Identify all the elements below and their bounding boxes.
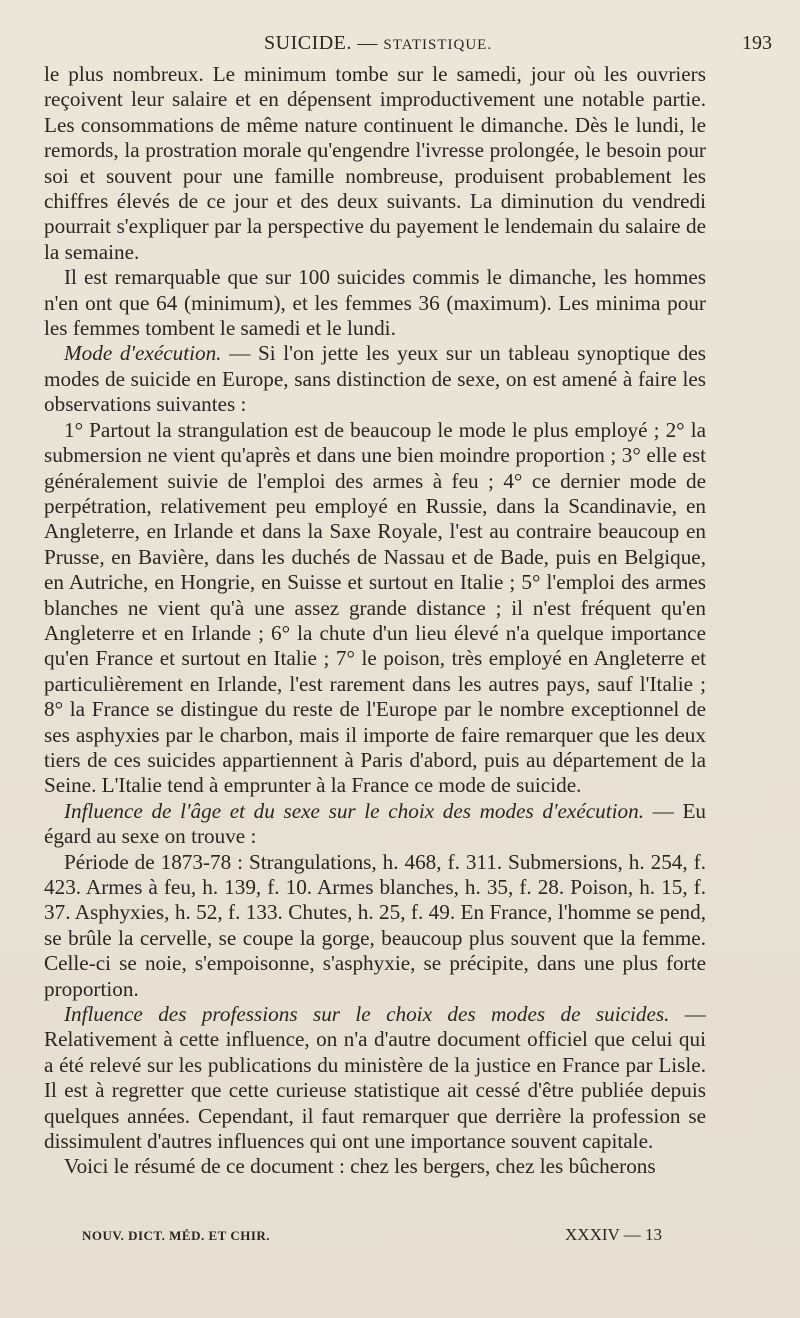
paragraph [44,62,706,265]
paragraph-text: Période de 1873-78 : Strangulations, h. 468, f. 311. Submersions, h. 254, f. 423. Armes à feu, h. 139, f. 10. Armes blanches, h. 35, f. 28. Poison, h. 15, f. 37. Asphyxies, h. 52, f. 133. Chutes, h. 25, f. 49. En France, l'homme se pend, se brûle la cervelle, se coupe la gorge, beaucoup plus souvent que la femme. Celle-ci se noie, s'empoisonne, s'asphyxie, se précipite, dans une plus forte proportion. [44,849,706,1001]
paragraph [44,850,706,1002]
paragraph [44,1002,706,1154]
paragraph-text: — Eu égard au sexe on trouve : [44,798,706,849]
body-text [44,62,706,1180]
section-heading: Influence de l'âge et du sexe sur le choix des modes d'exécution. [64,798,644,823]
paragraph [44,341,706,417]
paragraph-text: — Relativement à cette influence, on n'a d'autre document officiel que celui qui a été relevé sur les publications du ministère de la justice en France par Lisle. Il est à regretter que cette curieuse statistique ait cessé d'être publiée depuis quelques années. Cependant, il faut remarquer que derrière la profession se dissimulent d'autres influences qui ont une importance souvent capitale. [44,1002,706,1154]
paragraph-text: Il est remarquable que sur 100 suicides commis le dimanche, les hommes n'en ont que 64 (minimum), et les femmes 36 (maximum). Les minima pour les femmes tombent le samedi et le lundi. [44,265,706,341]
page-number: 193 [742,32,772,54]
running-header [44,30,772,62]
paragraph-text: 1° Partout la strangulation est de beaucoup le mode le plus employé ; 2° la submersion ne vient qu'après et dans une bien moindre proportion ; 3° elle est généralement suivie de l'emploi des armes à feu ; 4° ce dernier mode de perpétration, relativement peu employé en Russie, dans la Scandinavie, en Angleterre, en Irlande et dans la Saxe Royale, l'est au contraire beaucoup en Prusse, en Bavière, dans les duchés de Nassau et de Bade, puis en Belgique, en Autriche, en Hongrie, en Suisse et surtout en Italie ; 5° l'emploi des armes blanches ne vient qu'à une assez grande distance ; il n'est fréquent qu'en Angleterre et en Irlande ; 6° la chute d'un lieu élevé n'a quelque importance qu'en France et surtout en Italie ; 7° le poison, très employé en Angleterre et particulièrement en Irlande, l'est rarement dans les autres pays, sauf l'Italie ; 8° la France se distingue du reste de l'Europe par le nombre exceptionnel de ses asphyxies par le charbon, mais il importe de faire remarquer que les deux tiers de ces suicides appartiennent à Paris d'abord, puis au département de la Seine. L'Italie tend à emprunter à la France ce mode de suicide. [44,417,706,798]
header-title [264,32,492,55]
paragraph [44,265,706,341]
footer-signature: XXXIV — 13 [565,1225,662,1244]
paragraph-text: — Si l'on jette les yeux sur un tableau synoptique des modes de suicide en Europe, sans distinction de sexe, on est amené à faire les observations suivantes : [44,341,706,417]
header-title-dash: — [351,32,384,54]
paragraph-text: Voici le résumé de ce document : chez les bergers, chez les bûcherons [64,1154,656,1179]
section-heading: Influence des professions sur le choix des modes de suicides. [64,1002,670,1027]
footer-publication: NOUV. DICT. MÉD. ET CHIR. [82,1228,271,1243]
paragraph [44,1154,706,1179]
paragraph [44,418,706,799]
paragraph [44,799,706,850]
section-heading: Mode d'exécution. [64,341,222,366]
paragraph-text: le plus nombreux. Le minimum tombe sur le samedi, jour où les ouvriers reçoivent leur salaire et en dépensent improductivement une notable partie. Les consommations de même nature continuent le dimanche. Dès le lundi, le remords, la prostration morale qu'engendre l'ivresse prolongée, le besoin pour soi et souvent pour une famille nombreuse, produisent probablement les chiffres élevés de ce jour et des deux suivants. La diminution du vendredi pourrait s'expliquer par la perspective du payement le lendemain du salaire de la semaine. [44,62,706,264]
header-title-main: SUICIDE. [264,32,352,54]
header-title-sub: STATISTIQUE. [383,37,493,53]
